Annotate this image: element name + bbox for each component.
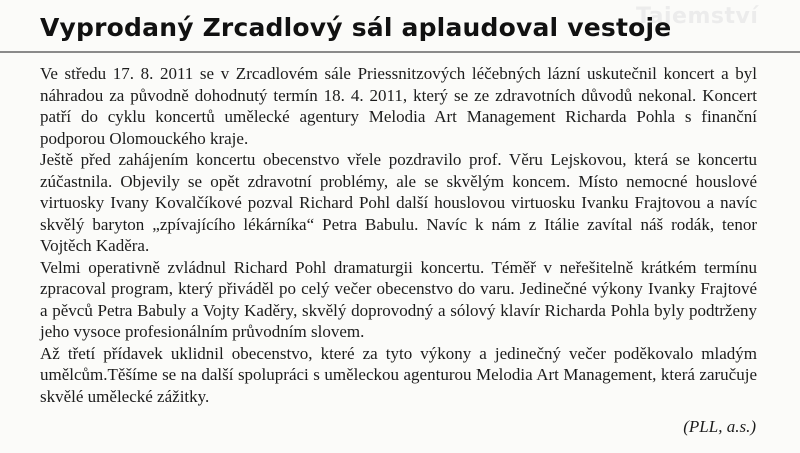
article-body — [40, 63, 757, 407]
article-paragraph-1: Ve středu 17. 8. 2011 se v Zrcadlovém sále Priessnitzových léčebných lázní uskutečnil koncert a byl náhradou za původně dohodnutý termín 18. 4. 2011, který se ze zdravotních důvodů nekonal. Koncert patří do cyklu koncertů umělecké agentury Melodia Art Management Richarda Pohla s finanční podporou Olomouckého kraje. — [40, 64, 757, 148]
article-paragraph-3: Velmi operativně zvládnul Richard Pohl dramaturgii koncertu. Téměř v neřešitelně krátkém termínu zpracoval program, který přiváděl po celý večer obecenstvo do varu. Jedinečné výkony Ivanky Frajtové a pěvců Petra Babuly a Vojty Kaděry, skvělý doprovodný a sólový klavír Richarda Pohla byly podtrženy jeho vysoce profesionálním průvodním slovem. — [40, 257, 757, 341]
article-byline: (PLL, a.s.) — [683, 417, 756, 436]
background-header-text: Tajemství — [636, 4, 759, 29]
article-paragraph-4: Až třetí přídavek uklidnil obecenstvo, které za tyto výkony a jedinečný večer poděkovalo mladým umělcům.Těšíme se na další spolupráci s uměleckou agenturou Melodia Art Management, která zaručuje skvělé umělecké zážitky. — [40, 343, 757, 406]
article-paragraph-2: Ještě před zahájením koncertu obecenstvo vřele pozdravilo prof. Věru Lejskovou, která se koncertu zúčastnila. Objevily se opět zdravotní problémy, ale se skvělým koncem. Místo nemocné houslové virtuosky Ivany Kovalčíkové pozval Richard Pohl další houslovou virtuosku Ivanku Frajtovou a navíc skvělý baryton „zpívajícího lékárníka“ Petra Babulu. Navíc k nám z Itálie zavítal náš rodák, tenor Vojtěch Kaděra. — [40, 150, 757, 255]
header-divider — [0, 51, 800, 53]
article-title: Vyprodaný Zrcadlový sál aplaudoval vestoje — [40, 13, 672, 42]
